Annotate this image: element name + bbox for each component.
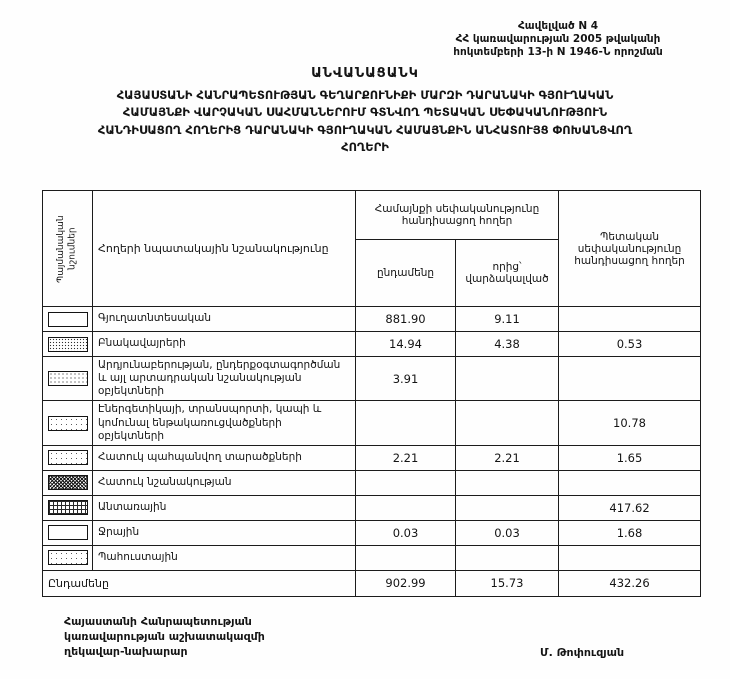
community-total-value [356, 401, 456, 445]
legend-cell [43, 445, 93, 470]
column-header-symbols [43, 191, 93, 307]
legend-swatch-water [48, 525, 88, 540]
signatory-line-2: կառավարության աշխատակազմի [64, 629, 265, 643]
signatory-line-3: ղեկավար-նախարար [64, 644, 188, 658]
state-lands-value: 1.65 [559, 445, 701, 470]
total-community-leased-value: 15.73 [456, 570, 559, 596]
state-lands-value [559, 545, 701, 570]
legend-swatch-forest [48, 500, 88, 515]
table-row-forest [43, 495, 701, 520]
column-header-state-lands: Պետական սեփականությունը հանդիսացող հողեր [559, 191, 701, 307]
community-total-value [356, 495, 456, 520]
community-leased-value [456, 401, 559, 445]
table-row-energy-transport [43, 401, 701, 445]
signatory-name: Մ. Թոփուզյան [540, 646, 625, 659]
state-lands-value [559, 357, 701, 401]
state-lands-value: 10.78 [559, 401, 701, 445]
community-total-value: 0.03 [356, 520, 456, 545]
table-row-water [43, 520, 701, 545]
legend-swatch-energy [48, 416, 88, 431]
land-transfer-table [42, 190, 701, 597]
total-community-total-value: 902.99 [356, 570, 456, 596]
community-total-value: 881.90 [356, 307, 456, 332]
title-line-5: ՀՈՂԵՐԻ [341, 139, 389, 154]
legend-swatch-reserve [48, 550, 88, 565]
community-leased-value [456, 495, 559, 520]
title-line-2: ՀԱՅԱՍՏԱՆԻ ՀԱՆՐԱՊԵՏՈՒԹՅԱՆ ԳԵՂԱՐՔՈՒՆԻՔԻ ՄԱՐԶԻ ԴԱՐԱՆԱԿԻ ԳՅՈՒՂԱԿԱՆ [116, 88, 614, 102]
government-year-line: ՀՀ կառավարության 2005 թվականի [455, 33, 661, 46]
community-total-value [356, 470, 456, 495]
document-title [20, 66, 710, 156]
land-category-label: Արդյունաբերության, ընդերքօգտագործման և այլ արտադրական նշանակության օբյեկտների [93, 357, 356, 401]
community-total-value [356, 545, 456, 570]
state-lands-value [559, 307, 701, 332]
land-category-label: Պահուստային [93, 545, 356, 570]
legend-cell [43, 401, 93, 445]
legend-cell [43, 357, 93, 401]
table-row-special-purpose [43, 470, 701, 495]
land-category-label: Հատուկ նշանակության [93, 470, 356, 495]
community-leased-value [456, 357, 559, 401]
table-header-row-group [43, 191, 701, 240]
title-word-list: ԱՆՎԱՆԱՑԱՆԿ [311, 66, 419, 81]
community-leased-value: 9.11 [456, 307, 559, 332]
legend-cell [43, 307, 93, 332]
land-category-label: Անտառային [93, 495, 356, 520]
legend-swatch-special [48, 475, 88, 490]
legend-swatch-protected [48, 450, 88, 465]
land-category-label: Գյուղատնտեսական [93, 307, 356, 332]
column-header-total: ընդամենը [356, 240, 456, 307]
table-row-residential [43, 332, 701, 357]
table-row-agricultural [43, 307, 701, 332]
community-total-value: 14.94 [356, 332, 456, 357]
decree-reference-note [408, 20, 708, 59]
legend-cell [43, 470, 93, 495]
legend-cell [43, 332, 93, 357]
column-header-leased: որից՝ վարձակալված [456, 240, 559, 307]
signatory-title-block [64, 615, 265, 660]
total-row-label: Ընդամենը [43, 570, 356, 596]
community-leased-value: 0.03 [456, 520, 559, 545]
legend-swatch-industrial [48, 371, 88, 386]
symbols-header-label: Պայմանական նշումներ [55, 214, 78, 283]
table-row-industrial [43, 357, 701, 401]
appendix-number: Հավելված N 4 [517, 20, 599, 32]
legend-swatch-agricultural [48, 312, 88, 327]
column-header-purpose: Հողերի նպատակային նշանակությունը [93, 191, 356, 307]
decision-number-line: հոկտեմբերի 13-ի N 1946-Ն որոշման [453, 46, 663, 59]
title-line-3: ՀԱՄԱՅՆՔԻ ՎԱՐՉԱԿԱՆ ՍԱՀՄԱՆՆԵՐՈՒՄ ԳՏՆՎՈՂ ՊԵՏԱԿԱՆ ՍԵՓԱԿԱՆՈՒԹՅՈՒՆ [122, 105, 608, 120]
land-category-label: Էներգետիկայի, տրանսպորտի, կապի և կոմունալ ենթակառուցվածքների օբյեկտների [93, 401, 356, 445]
community-total-value: 3.91 [356, 357, 456, 401]
legend-cell [43, 520, 93, 545]
community-leased-value [456, 545, 559, 570]
table-row-total [43, 570, 701, 596]
title-line-4: ՀԱՆԴԻՍԱՑՈՂ ՀՈՂԵՐԻՑ ԴԱՐԱՆԱԿԻ ԳՅՈՒՂԱԿԱՆ ՀԱՄԱՅՆՔԻՆ ԱՆՀԱՏՈՒՅՑ ՓՈԽԱՆՑՎՈՂ [97, 122, 633, 137]
land-category-label: Հատուկ պահպանվող տարածքների [93, 445, 356, 470]
land-category-label: Բնակավայրերի [93, 332, 356, 357]
land-category-label: Ջրային [93, 520, 356, 545]
legend-swatch-residential [48, 337, 88, 352]
state-lands-value: 1.68 [559, 520, 701, 545]
state-lands-value: 0.53 [559, 332, 701, 357]
state-lands-value: 417.62 [559, 495, 701, 520]
community-leased-value [456, 470, 559, 495]
community-total-value: 2.21 [356, 445, 456, 470]
community-leased-value: 4.38 [456, 332, 559, 357]
state-lands-value [559, 470, 701, 495]
community-leased-value: 2.21 [456, 445, 559, 470]
column-group-community-lands: Համայնքի սեփականությունը հանդիսացող հողեր [356, 191, 559, 240]
signatory-line-1: Հայաստանի Հանրապետության [64, 615, 252, 628]
total-state-lands-value: 432.26 [559, 570, 701, 596]
table-row-reserve [43, 545, 701, 570]
table-row-protected-areas [43, 445, 701, 470]
legend-cell [43, 495, 93, 520]
legend-cell [43, 545, 93, 570]
